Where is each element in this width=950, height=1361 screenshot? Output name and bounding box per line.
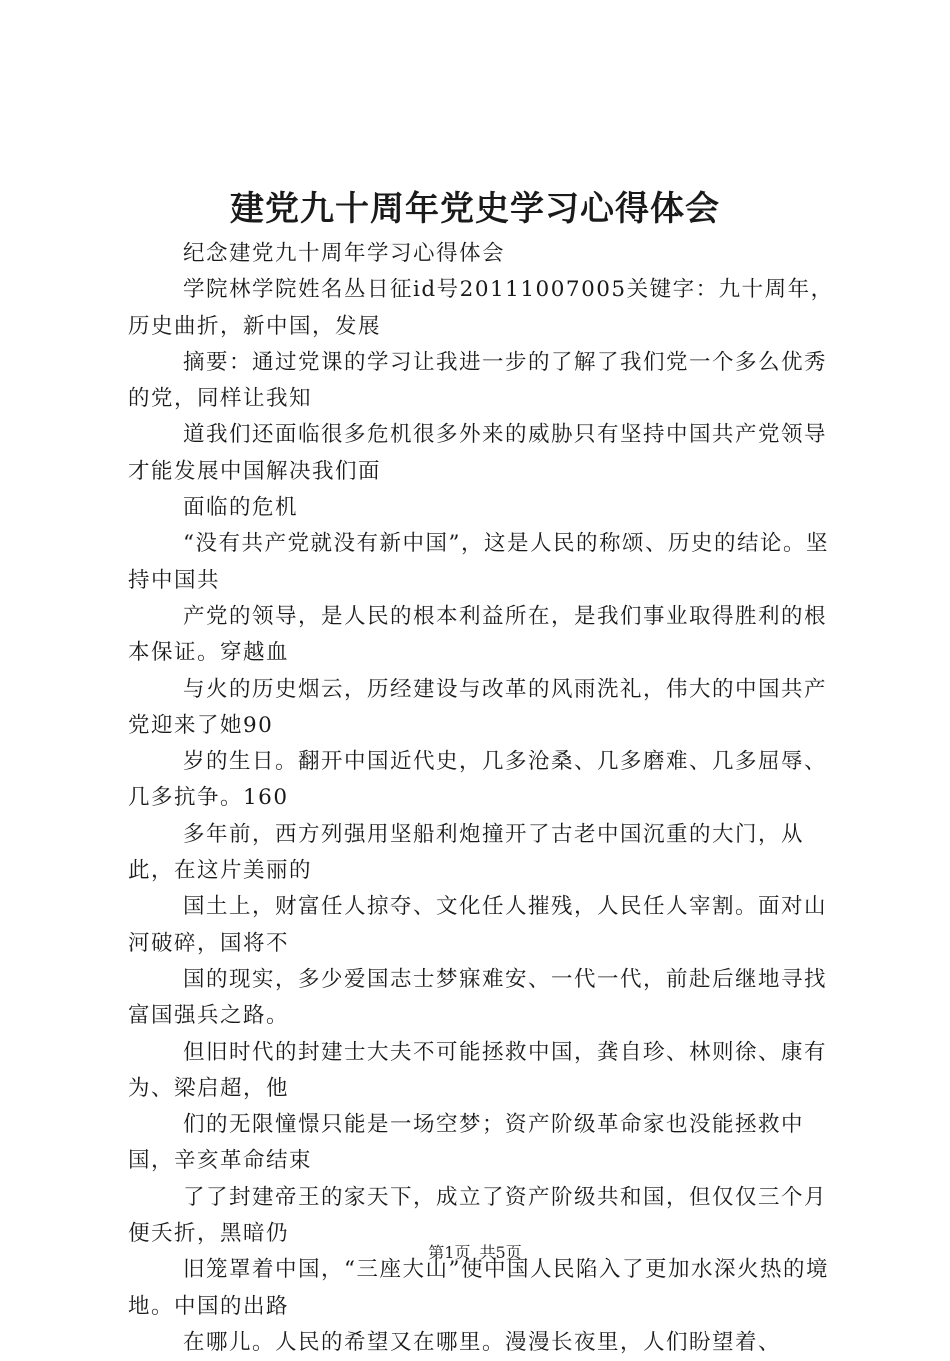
paragraph: 国土上，财富任人掠夺、文化任人摧残，人民任人宰割。面对山河破碎，国将不 [128,894,828,956]
document-body [128,236,834,1361]
paragraph: 国的现实，多少爱国志士梦寐难安、一代一代，前赴后继地寻找富国强兵之路。 [128,966,828,1029]
paragraph: 与火的历史烟云，历经建设与改革的风雨洗礼，伟大的中国共产党迎来了她90 [128,676,828,738]
paragraph: 在哪儿。人民的希望又在哪里。漫漫长夜里，人们盼望着、 [183,1329,782,1355]
paragraph: 面临的危机 [183,495,299,521]
page-footer [0,1241,950,1265]
document-title: 建党九十周年党史学习心得体会 [230,189,720,229]
paragraph: 们的无限憧憬只能是一场空梦；资产阶级革命家也没能拯救中国，辛亥革命结束 [128,1112,805,1174]
paragraph: 纪念建党九十周年学习心得体会 [183,241,506,266]
paragraph: 道我们还面临很多危机很多外来的威胁只有坚持中国共产党领导才能发展中国解决我们面 [128,422,828,484]
paragraph: 旧笼罩着中国，“三座大山”使中国人民陷入了更加水深火热的境地。中国的出路 [128,1257,829,1319]
paragraph: 摘要：通过党课的学习让我进一步的了解了我们党一个多么优秀的党，同样让我知 [128,349,828,412]
page-number-total: 共5页 [479,1243,522,1262]
paragraph: 了了封建帝王的家天下，成立了资产阶级共和国，但仅仅三个月便夭折，黑暗仍 [128,1184,828,1247]
paragraph: 学院林学院姓名丛日征id号20111007005关键字：九十周年，历史曲折，新中国，发展 [128,277,834,339]
page-number-current: 第1页 [428,1243,471,1262]
paragraph: 但旧时代的封建士大夫不可能拯救中国，龚自珍、林则徐、康有为、梁启超，他 [128,1039,828,1101]
paragraph: “没有共产党就没有新中国”，这是人民的称颂、历史的结论。坚持中国共 [128,531,829,593]
paragraph: 多年前，西方列强用坚船利炮撞开了古老中国沉重的大门，从此，在这片美丽的 [128,821,805,884]
paragraph: 产党的领导，是人民的根本利益所在，是我们事业取得胜利的根本保证。穿越血 [128,603,828,666]
paragraph: 岁的生日。翻开中国近代史，几多沧桑、几多磨难、几多屈辱、几多抗争。160 [128,749,828,811]
